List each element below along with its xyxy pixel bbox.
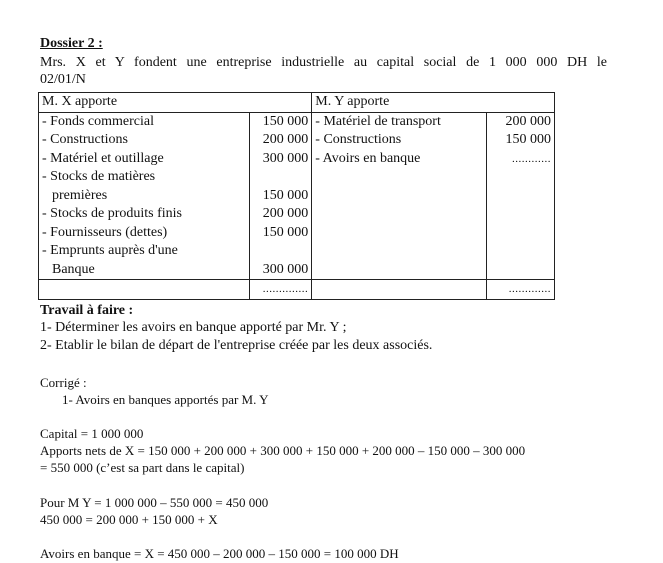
x-item-value: 200 000 — [262, 132, 309, 147]
pour-y-line: Pour M Y = 1 000 000 – 550 000 = 450 000 — [40, 495, 269, 510]
x-item-value: 150 000 — [262, 224, 309, 240]
x-item-value: 300 000 — [262, 261, 309, 277]
y-item-label: - Constructions — [315, 132, 402, 147]
x-item-label: - Matériel et outillage — [42, 150, 164, 166]
x-labels-cell — [39, 112, 250, 280]
travail-title: Travail à faire : — [40, 303, 134, 318]
x-header: M. X apporte — [39, 93, 312, 113]
x-item-label: premières — [52, 187, 108, 203]
x-item-value: 150 000 — [262, 113, 309, 129]
equation-line: 450 000 = 200 000 + 150 000 + X — [40, 512, 218, 527]
x-item-value: 150 000 — [262, 187, 309, 203]
intro-line-2: 02/01/N — [40, 72, 86, 87]
apports-x-line-2: = 550 000 (c’est sa part dans le capital) — [40, 460, 245, 475]
y-labels-cell — [312, 112, 486, 280]
x-total-label-cell — [39, 280, 250, 300]
x-item-value: 300 000 — [262, 150, 309, 166]
x-item-label: - Constructions — [42, 132, 128, 147]
x-item-label: - Stocks de produits finis — [42, 206, 182, 221]
x-item-value: 200 000 — [262, 206, 309, 221]
y-item-value: 150 000 — [505, 132, 551, 147]
y-total: ............. — [486, 280, 554, 300]
x-item-label: - Stocks de matières — [42, 169, 156, 184]
x-values-cell — [250, 112, 312, 280]
table-body-row — [39, 112, 555, 280]
y-values-cell — [486, 112, 554, 280]
apports-table — [38, 92, 555, 300]
task-1: 1- Déterminer les avoirs en banque apporté par Mr. Y ; — [40, 320, 347, 335]
y-total-label-cell — [312, 280, 486, 300]
x-total: .............. — [250, 280, 312, 300]
y-item-label: - Matériel de transport — [315, 113, 441, 129]
y-item-value: 200 000 — [505, 113, 551, 129]
apports-x-line-1: Apports nets de X = 150 000 + 200 000 + 300 000 + 150 000 + 200 000 – 150 000 – 300 000 — [40, 443, 526, 458]
x-item-label: Banque — [52, 261, 95, 277]
x-item-label: - Fournisseurs (dettes) — [42, 224, 168, 240]
x-item-value — [253, 168, 308, 187]
task-2: 2- Etablir le bilan de départ de l'entreprise créée par les deux associés. — [40, 338, 433, 353]
y-header: M. Y apporte — [312, 93, 555, 113]
x-item-label: - Emprunts auprès d'une — [42, 243, 178, 258]
table-total-row — [39, 280, 555, 300]
corrige-label: Corrigé : — [40, 375, 87, 390]
x-item-value — [253, 242, 308, 261]
avoirs-line: Avoirs en banque = X = 450 000 – 200 000 – 150 000 = 100 000 DH — [40, 546, 399, 561]
y-item-label: - Avoirs en banque — [315, 150, 421, 166]
table-header-row — [39, 93, 555, 113]
capital-line: Capital = 1 000 000 — [40, 426, 144, 441]
intro-line-1: Mrs. X et Y fondent une entreprise industrielle au capital social de 1 000 000 DH le — [40, 55, 607, 70]
y-item-value: ............ — [512, 152, 551, 165]
corrige-heading: 1- Avoirs en banques apportés par M. Y — [62, 392, 269, 407]
dossier-title: Dossier 2 : — [40, 36, 103, 51]
x-item-label: - Fonds commercial — [42, 113, 154, 129]
